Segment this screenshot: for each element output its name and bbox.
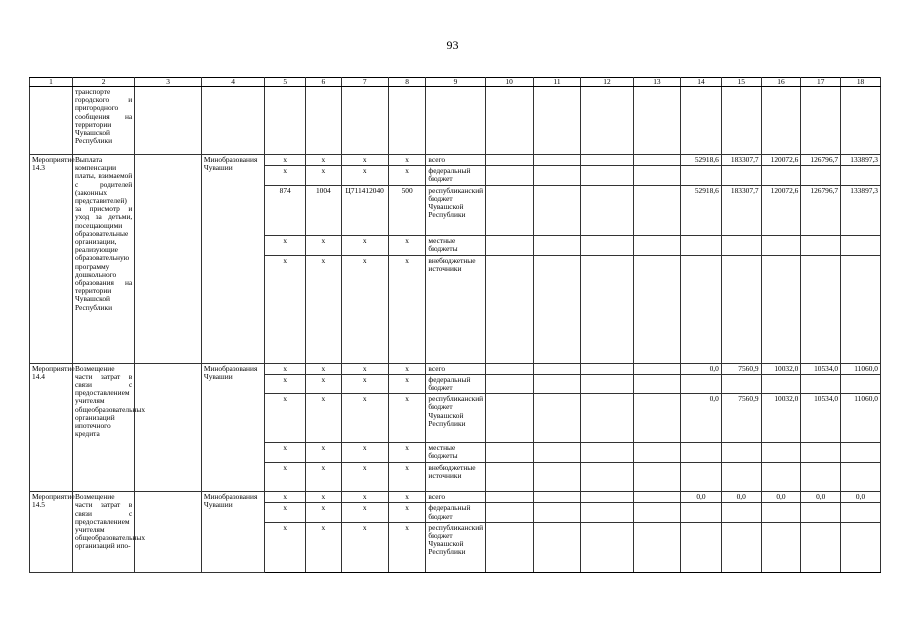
cell bbox=[533, 87, 580, 155]
cell-value bbox=[801, 503, 841, 522]
cell bbox=[633, 363, 680, 374]
cell-value: 133897,3 bbox=[841, 185, 881, 235]
cell-value bbox=[841, 235, 881, 255]
cell bbox=[388, 87, 426, 155]
cell-value bbox=[721, 522, 761, 572]
cell bbox=[633, 443, 680, 463]
cell bbox=[581, 394, 634, 443]
cell bbox=[581, 492, 634, 503]
cell-value bbox=[721, 166, 761, 185]
cell bbox=[841, 87, 881, 155]
cell: 874 bbox=[265, 185, 306, 235]
cell-value: 11060,0 bbox=[841, 363, 881, 374]
cell-value bbox=[761, 503, 801, 522]
table-row bbox=[30, 87, 881, 155]
cell-value bbox=[801, 374, 841, 393]
cell-value bbox=[841, 255, 881, 363]
col-header: 17 bbox=[801, 78, 841, 87]
col-header: 15 bbox=[721, 78, 761, 87]
cell-value: 183307,7 bbox=[721, 185, 761, 235]
col-header: 5 bbox=[265, 78, 306, 87]
col-header: 13 bbox=[633, 78, 680, 87]
col-header: 14 bbox=[681, 78, 722, 87]
cell: x bbox=[265, 155, 306, 166]
col-header: 18 bbox=[841, 78, 881, 87]
cell-value bbox=[761, 374, 801, 393]
cell: Ц711412040 bbox=[341, 185, 388, 235]
col-header: 7 bbox=[341, 78, 388, 87]
cell-value bbox=[801, 463, 841, 492]
cell bbox=[485, 374, 533, 393]
cell: x bbox=[388, 166, 426, 185]
cell-value bbox=[761, 166, 801, 185]
cell-description: транспорте городского и пригородного сообщения на территории Чувашской Республики bbox=[72, 87, 134, 155]
cell bbox=[135, 363, 202, 492]
cell: x bbox=[388, 363, 426, 374]
col-header: 11 bbox=[533, 78, 580, 87]
cell: x bbox=[306, 235, 341, 255]
cell bbox=[426, 87, 485, 155]
cell bbox=[633, 255, 680, 363]
cell bbox=[533, 166, 580, 185]
budget-table bbox=[29, 77, 881, 573]
cell-source: республиканский бюджет Чувашской Республики bbox=[426, 185, 485, 235]
col-header: 16 bbox=[761, 78, 801, 87]
cell: x bbox=[341, 522, 388, 572]
cell bbox=[533, 492, 580, 503]
cell-value bbox=[801, 443, 841, 463]
cell: x bbox=[306, 443, 341, 463]
cell bbox=[533, 443, 580, 463]
cell: x bbox=[341, 166, 388, 185]
cell: x bbox=[341, 374, 388, 393]
cell-value bbox=[681, 255, 722, 363]
col-header: 10 bbox=[485, 78, 533, 87]
table-row bbox=[30, 492, 881, 503]
cell bbox=[633, 87, 680, 155]
cell bbox=[485, 522, 533, 572]
cell: x bbox=[306, 155, 341, 166]
cell bbox=[681, 87, 722, 155]
cell bbox=[801, 87, 841, 155]
cell: x bbox=[306, 394, 341, 443]
cell bbox=[341, 87, 388, 155]
cell-value bbox=[761, 522, 801, 572]
cell: x bbox=[388, 255, 426, 363]
cell: x bbox=[306, 255, 341, 363]
cell bbox=[581, 463, 634, 492]
cell bbox=[485, 443, 533, 463]
cell-value bbox=[681, 235, 722, 255]
cell: x bbox=[265, 374, 306, 393]
cell bbox=[581, 522, 634, 572]
col-header: 8 bbox=[388, 78, 426, 87]
cell-value: 10534,0 bbox=[801, 363, 841, 374]
cell-value: 126796,7 bbox=[801, 155, 841, 166]
cell: x bbox=[265, 443, 306, 463]
page-number: 93 bbox=[446, 38, 459, 52]
cell bbox=[581, 503, 634, 522]
cell: x bbox=[341, 443, 388, 463]
cell-value bbox=[721, 443, 761, 463]
cell-value: 126796,7 bbox=[801, 185, 841, 235]
cell bbox=[485, 492, 533, 503]
cell-executor: Минобразования Чувашии bbox=[201, 492, 264, 573]
cell-value bbox=[841, 503, 881, 522]
cell-value bbox=[761, 463, 801, 492]
cell bbox=[581, 87, 634, 155]
cell bbox=[633, 503, 680, 522]
cell-activity: Мероприятие 14.3 bbox=[30, 155, 73, 364]
cell: x bbox=[388, 374, 426, 393]
cell-value: 0,0 bbox=[841, 492, 881, 503]
cell-value bbox=[681, 443, 722, 463]
cell-value bbox=[681, 463, 722, 492]
cell-activity: Мероприятие 14.5 bbox=[30, 492, 73, 573]
cell-value: 120072,6 bbox=[761, 155, 801, 166]
cell bbox=[581, 255, 634, 363]
cell-value bbox=[721, 503, 761, 522]
col-header: 9 bbox=[426, 78, 485, 87]
cell-value: 133897,3 bbox=[841, 155, 881, 166]
cell bbox=[633, 374, 680, 393]
cell-source: внебюджетные источники bbox=[426, 255, 485, 363]
cell-value bbox=[681, 166, 722, 185]
cell bbox=[533, 522, 580, 572]
col-header: 3 bbox=[135, 78, 202, 87]
cell bbox=[761, 87, 801, 155]
cell: x bbox=[341, 394, 388, 443]
cell-value: 183307,7 bbox=[721, 155, 761, 166]
cell bbox=[633, 235, 680, 255]
cell bbox=[135, 492, 202, 573]
col-header: 6 bbox=[306, 78, 341, 87]
cell bbox=[533, 374, 580, 393]
cell bbox=[533, 235, 580, 255]
cell: x bbox=[306, 374, 341, 393]
cell-value bbox=[681, 503, 722, 522]
table-row bbox=[30, 155, 881, 166]
cell-value bbox=[841, 463, 881, 492]
cell: x bbox=[265, 503, 306, 522]
cell-value: 10534,0 bbox=[801, 394, 841, 443]
cell-value bbox=[721, 235, 761, 255]
cell bbox=[533, 155, 580, 166]
cell-value: 10032,0 bbox=[761, 394, 801, 443]
cell-value bbox=[681, 522, 722, 572]
cell-value: 0,0 bbox=[681, 363, 722, 374]
cell bbox=[581, 363, 634, 374]
cell: x bbox=[265, 463, 306, 492]
cell-value: 0,0 bbox=[681, 394, 722, 443]
cell-source: федеральный бюджет bbox=[426, 374, 485, 393]
cell-description: Возмещение части затрат в связи с предоставлением учителям общеобразовательных организаций ипотечного кредита bbox=[72, 363, 134, 492]
cell-value bbox=[721, 374, 761, 393]
cell bbox=[485, 185, 533, 235]
cell bbox=[633, 394, 680, 443]
cell: x bbox=[265, 522, 306, 572]
cell bbox=[633, 522, 680, 572]
cell-value bbox=[681, 374, 722, 393]
cell: x bbox=[306, 166, 341, 185]
cell-value: 0,0 bbox=[761, 492, 801, 503]
cell-value bbox=[801, 255, 841, 363]
cell: x bbox=[306, 503, 341, 522]
cell-source: республиканский бюджет Чувашской Республики bbox=[426, 394, 485, 443]
col-header: 12 bbox=[581, 78, 634, 87]
col-header: 4 bbox=[201, 78, 264, 87]
cell: x bbox=[306, 492, 341, 503]
cell: x bbox=[388, 394, 426, 443]
cell bbox=[485, 166, 533, 185]
cell-value: 52918,6 bbox=[681, 185, 722, 235]
cell-executor: Минобразования Чувашии bbox=[201, 155, 264, 364]
cell: x bbox=[388, 235, 426, 255]
cell-value: 11060,0 bbox=[841, 394, 881, 443]
cell-source: федеральный бюджет bbox=[426, 503, 485, 522]
cell-value: 7560,9 bbox=[721, 394, 761, 443]
cell-activity: Мероприятие 14.4 bbox=[30, 363, 73, 492]
cell: x bbox=[388, 522, 426, 572]
cell bbox=[485, 463, 533, 492]
cell-value bbox=[761, 255, 801, 363]
cell-source: местные бюджеты bbox=[426, 235, 485, 255]
cell bbox=[265, 87, 306, 155]
cell: x bbox=[306, 463, 341, 492]
cell-value bbox=[841, 522, 881, 572]
cell-description: Выплата компенсации платы, взимаемой с родителей (законных представителей) за присмотр и уход за детьми, посещающими образовательные организации, реализующие образовательную программу дошкольного образования на территории Чувашской Республики bbox=[72, 155, 134, 364]
cell-value: 52918,6 bbox=[681, 155, 722, 166]
cell-value: 120072,6 bbox=[761, 185, 801, 235]
cell bbox=[533, 255, 580, 363]
cell-description: Возмещение части затрат в связи с предоставлением учителям общеобразовательных организаций ипо- bbox=[72, 492, 134, 573]
cell-source: республиканский бюджет Чувашской Республики bbox=[426, 522, 485, 572]
cell-value bbox=[761, 443, 801, 463]
cell bbox=[485, 503, 533, 522]
col-header: 2 bbox=[72, 78, 134, 87]
cell bbox=[533, 185, 580, 235]
cell: x bbox=[265, 235, 306, 255]
cell-value bbox=[721, 463, 761, 492]
cell bbox=[633, 492, 680, 503]
cell-value bbox=[761, 235, 801, 255]
cell: x bbox=[388, 463, 426, 492]
cell: x bbox=[341, 463, 388, 492]
cell: x bbox=[306, 363, 341, 374]
cell bbox=[306, 87, 341, 155]
cell: 1004 bbox=[306, 185, 341, 235]
cell: x bbox=[265, 394, 306, 443]
cell-value bbox=[801, 522, 841, 572]
cell bbox=[581, 443, 634, 463]
cell bbox=[721, 87, 761, 155]
cell bbox=[485, 255, 533, 363]
cell: x bbox=[265, 255, 306, 363]
cell bbox=[633, 166, 680, 185]
cell: x bbox=[341, 255, 388, 363]
cell bbox=[581, 235, 634, 255]
column-number-row bbox=[30, 78, 881, 87]
cell bbox=[30, 87, 73, 155]
cell bbox=[485, 155, 533, 166]
cell bbox=[581, 166, 634, 185]
cell bbox=[201, 87, 264, 155]
cell bbox=[581, 155, 634, 166]
cell-source: всего bbox=[426, 492, 485, 503]
cell-executor: Минобразования Чувашии bbox=[201, 363, 264, 492]
cell: x bbox=[341, 155, 388, 166]
cell bbox=[633, 155, 680, 166]
cell bbox=[581, 374, 634, 393]
cell bbox=[485, 363, 533, 374]
cell-value bbox=[721, 255, 761, 363]
cell bbox=[533, 363, 580, 374]
cell: x bbox=[388, 492, 426, 503]
cell: 500 bbox=[388, 185, 426, 235]
cell: x bbox=[388, 503, 426, 522]
cell bbox=[533, 463, 580, 492]
cell-source: местные бюджеты bbox=[426, 443, 485, 463]
cell: x bbox=[265, 166, 306, 185]
cell-value bbox=[841, 374, 881, 393]
cell bbox=[633, 185, 680, 235]
cell: x bbox=[265, 492, 306, 503]
cell-value: 7560,9 bbox=[721, 363, 761, 374]
cell-source: всего bbox=[426, 155, 485, 166]
cell bbox=[135, 87, 202, 155]
cell: x bbox=[341, 235, 388, 255]
cell: x bbox=[341, 492, 388, 503]
table-row bbox=[30, 363, 881, 374]
cell-value bbox=[801, 166, 841, 185]
cell-value bbox=[841, 443, 881, 463]
cell-value: 10032,0 bbox=[761, 363, 801, 374]
cell bbox=[533, 503, 580, 522]
cell bbox=[485, 87, 533, 155]
cell: x bbox=[341, 363, 388, 374]
cell-value: 0,0 bbox=[681, 492, 722, 503]
cell-value bbox=[801, 235, 841, 255]
cell-value: 0,0 bbox=[721, 492, 761, 503]
cell bbox=[581, 185, 634, 235]
col-header: 1 bbox=[30, 78, 73, 87]
cell bbox=[633, 463, 680, 492]
cell bbox=[485, 235, 533, 255]
cell: x bbox=[388, 155, 426, 166]
cell-source: внебюджетные источники bbox=[426, 463, 485, 492]
cell-source: федеральный бюджет bbox=[426, 166, 485, 185]
cell: x bbox=[341, 503, 388, 522]
cell bbox=[485, 394, 533, 443]
cell-value bbox=[841, 166, 881, 185]
cell-value: 0,0 bbox=[801, 492, 841, 503]
cell: x bbox=[265, 363, 306, 374]
cell-source: всего bbox=[426, 363, 485, 374]
cell: x bbox=[306, 522, 341, 572]
cell bbox=[135, 155, 202, 364]
cell bbox=[533, 394, 580, 443]
cell: x bbox=[388, 443, 426, 463]
